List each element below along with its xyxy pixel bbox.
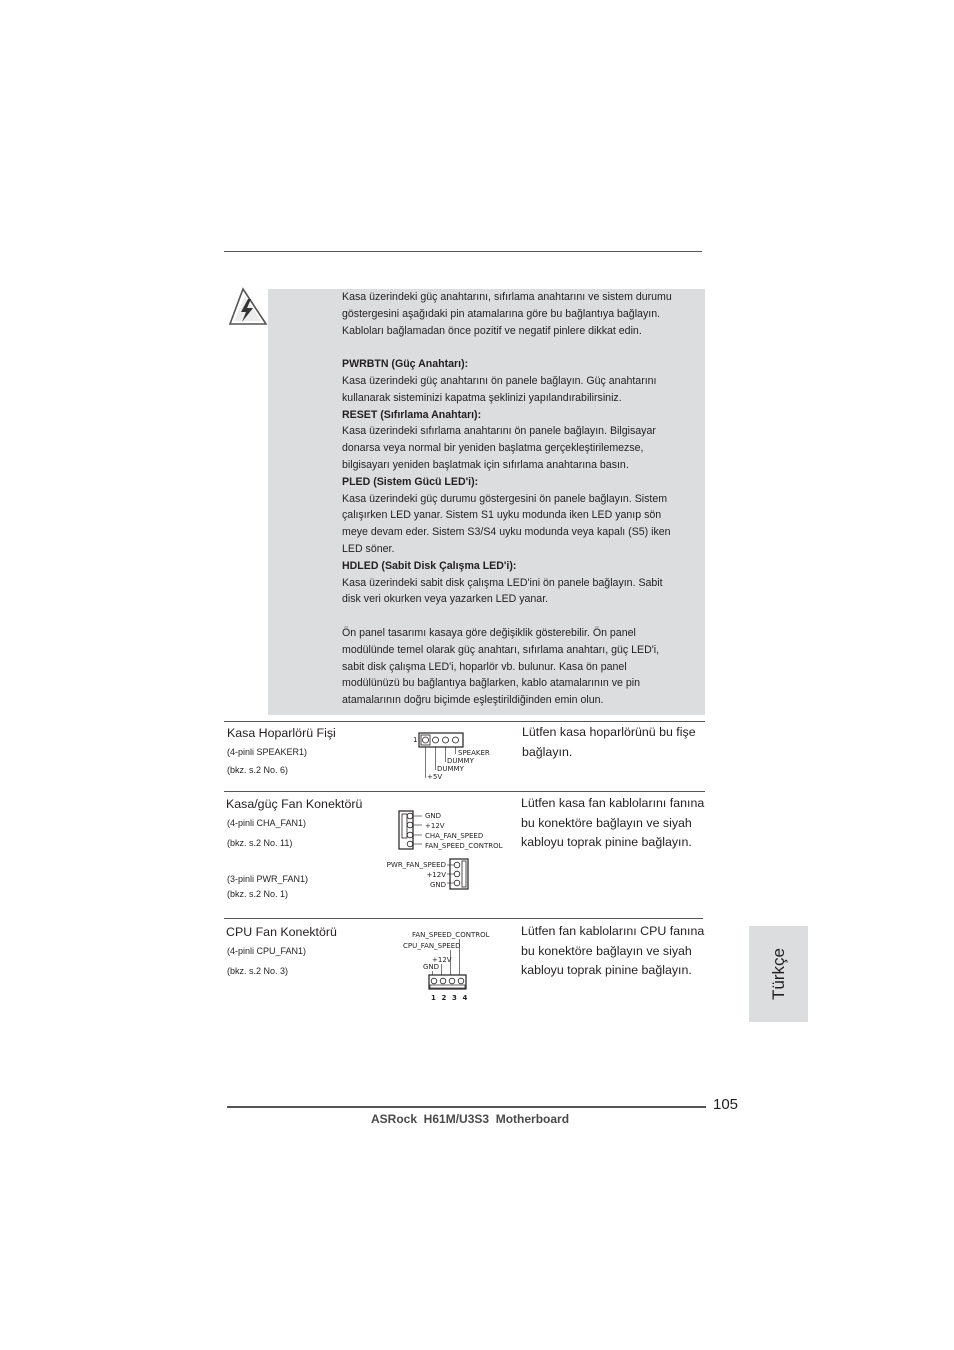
pin1-label: 1: [413, 736, 418, 744]
cpu-fan-control-pin-label: FAN_SPEED_CONTROL: [412, 931, 490, 939]
reset-line: Kasa üzerindeki sıfırlama anahtarını ön panele bağlayın. Bilgisayar: [342, 425, 656, 438]
section-rule: [224, 918, 703, 919]
dummy-pin-label: DUMMY: [437, 765, 464, 773]
cpu-fan-speed-pin-label: CPU_FAN_SPEED: [403, 942, 461, 950]
cpu-fan-desc: Lütfen fan kablolarını CPU fanına bu konektöre bağlayın ve siyah kabloyu toprak pinine bağlayın.: [521, 924, 705, 978]
12v-pin-label: +12V: [425, 822, 445, 830]
page-number: 105: [713, 1096, 739, 1113]
cpu-fan-ref: (bkz. s.2 No. 3): [227, 966, 289, 976]
note-intro-line: Kabloları bağlamadan önce pozitif ve negatif pinlere dikkat edin.: [342, 324, 642, 337]
reset-line: donarsa veya normal bir yeniden başlatma gerçekleştirilemezse,: [342, 442, 644, 455]
reset-line: bilgisayarı yeniden başlatmak için sıfırlama anahtarına basın.: [342, 458, 629, 471]
pled-line: çalışırken LED yanar. Sistem S1 uyku modunda iken LED yanıp sön: [342, 509, 662, 522]
pwr-12v-pin-label: +12V: [426, 871, 446, 879]
reset-heading: RESET (Sıfırlama Anahtarı):: [342, 408, 482, 421]
gnd-pin-label: GND: [425, 812, 442, 820]
cpu-12v-pin-label: +12V: [432, 956, 452, 964]
pwrbtn-line: Kasa üzerindeki güç anahtarını ön panele bağlayın. Güç anahtarını: [342, 374, 657, 387]
note-outro-line: modülünüzü bu bağlantıya bağlarken, kablo atamalarının ve pin: [342, 677, 641, 690]
chassis-fan-pins: (4-pinli CHA_FAN1): [227, 818, 307, 828]
pwr-fan-pins: (3-pinli PWR_FAN1): [227, 874, 309, 884]
warning-icon: [226, 286, 268, 328]
dummy-pin-label: DUMMY: [447, 757, 474, 765]
language-tab-label: Türkçe: [768, 948, 788, 1000]
speaker-title: Kasa Hoparlörü Fişi: [227, 726, 336, 740]
hdled-line: disk veri okurken veya yazarken LED yanar.: [342, 593, 549, 606]
pwr-gnd-pin-label: GND: [429, 881, 446, 889]
5v-pin-label: +5V: [427, 773, 443, 781]
pwrbtn-line: kullanarak sisteminizi kapatma şeklinizi yapılandırabilirsiniz.: [342, 391, 622, 404]
speaker-pins: (4-pinli SPEAKER1): [227, 747, 308, 757]
fan-control-pin-label: FAN_SPEED_CONTROL: [425, 842, 503, 850]
speaker-desc: Lütfen kasa hoparlörünü bu fişe bağlayın.: [522, 725, 696, 759]
note-intro-line: Kasa üzerindeki güç anahtarını, sıfırlama anahtarını ve sistem durumu: [342, 291, 672, 303]
fan-speed-pin-label: CHA_FAN_SPEED: [425, 832, 484, 840]
footer-product-name: ASRock H61M/U3S3 Motherboard: [371, 1112, 570, 1126]
cpu-pin-numbers: 1 2 3 4: [431, 994, 469, 1002]
section-rule: [224, 791, 705, 792]
cpu-gnd-pin-label: GND: [423, 963, 440, 971]
language-tab: [749, 926, 808, 1022]
hdled-heading: HDLED (Sabit Disk Çalışma LED'i):: [342, 559, 517, 572]
note-outro-line: atamalarının doğru biçimde eşleştirildiğinden emin olun.: [342, 694, 604, 707]
speaker-connector-diagram: [410, 730, 510, 782]
note-intro-line: göstergesini aşağıdaki pin atamalarına göre bu bağlantıya bağlayın.: [342, 307, 661, 320]
cha-fan-connector-diagram: [396, 808, 516, 854]
pled-line: Kasa üzerindeki güç durumu göstergesini ön panele bağlayın. Sistem: [342, 492, 668, 505]
pled-line: LED söner.: [342, 542, 395, 555]
hdled-line: Kasa üzerindeki sabit disk çalışma LED'ini ön panele bağlayın. Sabit: [342, 576, 663, 589]
cpu-fan-title: CPU Fan Konektörü: [226, 925, 337, 939]
cpu-fan-connector-diagram: [398, 927, 498, 1005]
note-outro-line: Ön panel tasarımı kasaya göre değişiklik gösterebilir. Ön panel: [342, 626, 636, 639]
pwr-fan-connector-diagram: [380, 856, 472, 892]
top-rule: [224, 251, 702, 252]
pwr-fan-ref: (bkz. s.2 No. 1): [227, 889, 289, 899]
note-outro-line: sabit disk çalışma LED'i, hoparlör vb. bulunur. Kasa ön panel: [342, 660, 627, 673]
pwr-fan-speed-pin-label: PWR_FAN_SPEED: [386, 861, 446, 869]
chassis-fan-title: Kasa/güç Fan Konektörü: [226, 797, 363, 811]
section-rule: [224, 721, 705, 722]
chassis-fan-desc: Lütfen kasa fan kablolarını fanına bu konektöre bağlayın ve siyah kabloyu toprak pinine bağlayın.: [521, 796, 705, 850]
note-text: [342, 289, 702, 709]
chassis-fan-ref: (bkz. s.2 No. 11): [227, 838, 293, 848]
cpu-fan-pins: (4-pinli CPU_FAN1): [227, 946, 307, 956]
footer-rule: [227, 1106, 706, 1108]
pwrbtn-heading: PWRBTN (Güç Anahtarı):: [342, 358, 469, 371]
speaker-ref: (bkz. s.2 No. 6): [227, 765, 289, 775]
pled-heading: PLED (Sistem Gücü LED'i):: [342, 475, 479, 488]
pled-line: meye devam eder. Sistem S3/S4 uyku modunda veya kapalı (S5) iken: [342, 526, 671, 539]
speaker-pin-label: SPEAKER: [458, 749, 490, 757]
note-outro-line: modülünde temel olarak güç anahtarı, sıfırlama anahtarı, güç LED'i,: [342, 643, 660, 656]
